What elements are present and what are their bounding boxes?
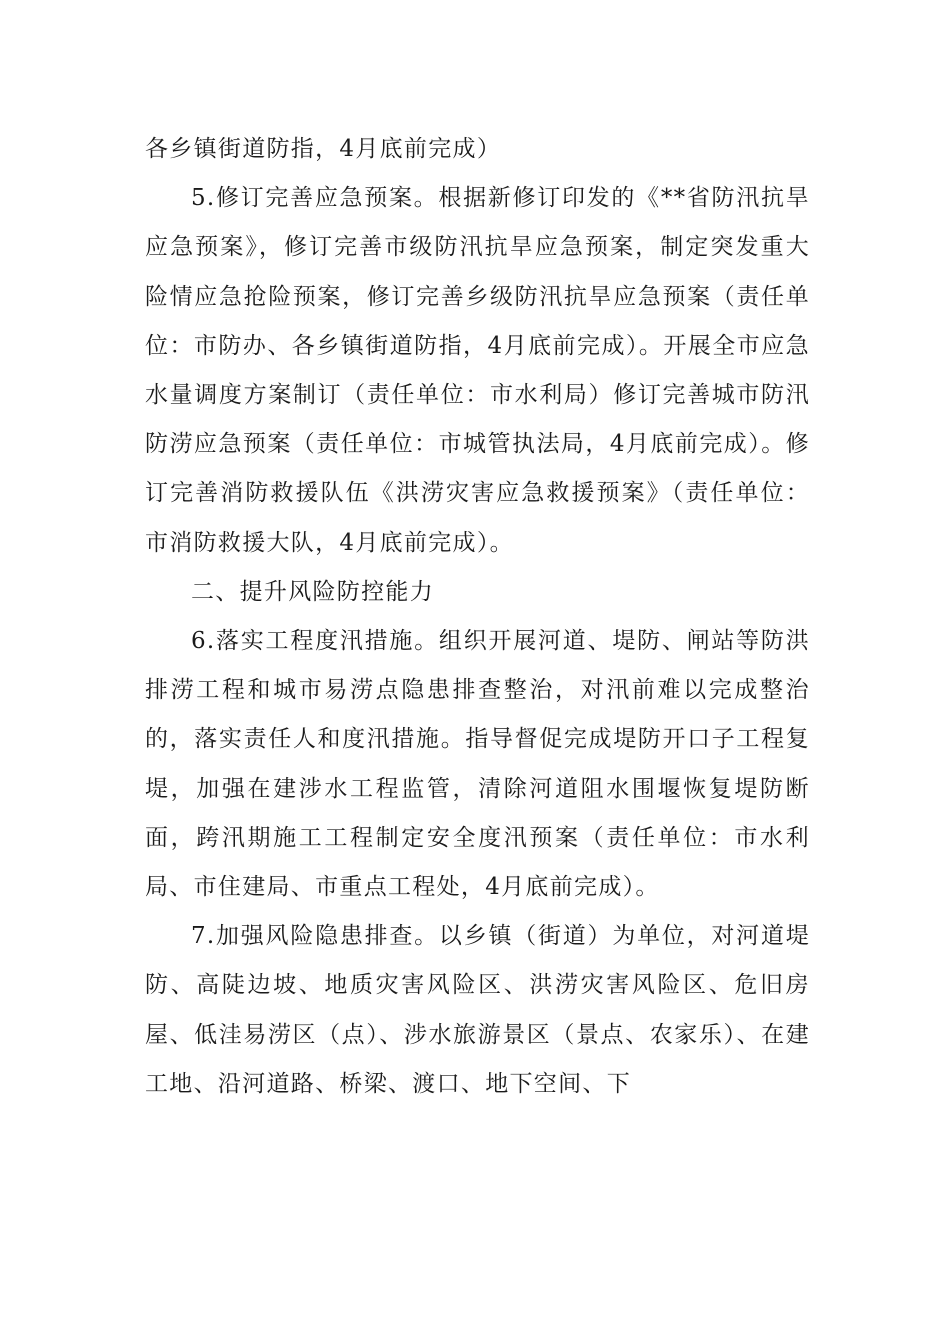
paragraph-item-7-risk-inspection: 7.加强风险隐患排查。以乡镇（街道）为单位，对河道堤防、高陡边坡、地质灾害风险区、洪涝灾害风险区、危旧房屋、低洼易涝区（点）、涉水旅游景区（景点、农家乐）、在建工地、沿河道路、桥梁、渡口、地下空间、下 xyxy=(145,923,810,1097)
paragraph-item-5-emergency-plans: 5.修订完善应急预案。根据新修订印发的《**省防汛抗旱应急预案》，修订完善市级防汛抗旱应急预案，制定突发重大险情应急抢险预案，修订完善乡级防汛抗旱应急预案（责任单位：市防办、各乡镇街道防指，4月底前完成）。开展全市应急水量调度方案制订（责任单位：市水利局）修订完善城市防汛防涝应急预案（责任单位：市城管执法局，4月底前完成）。修订完善消防救援队伍《洪涝灾害应急救援预案》（责任单位：市消防救援大队，4月底前完成）。 xyxy=(145,185,810,556)
paragraph-item-6-flood-measures: 6.落实工程度汛措施。组织开展河道、堤防、闸站等防洪排涝工程和城市易涝点隐患排查整治，对汛前难以完成整治的，落实责任人和度汛措施。指导督促完成堤防开口子工程复堤，加强在建涉水工程监管，清除河道阻水围堰恢复堤防断面，跨汛期施工工程制定安全度汛预案（责任单位：市水利局、市住建局、市重点工程处，4月底前完成）。 xyxy=(145,628,810,901)
paragraph-continuation: 各乡镇街道防指，4月底前完成） xyxy=(145,136,502,162)
section-heading-risk-control: 二、提升风险防控能力 xyxy=(191,578,434,605)
document-page xyxy=(145,125,810,1109)
